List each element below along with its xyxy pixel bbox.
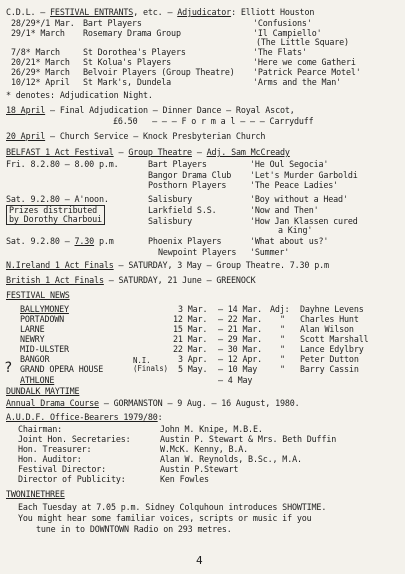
twoninethree-heading: TWONINETHREE bbox=[6, 489, 65, 499]
entrant-play: 'Il Campiello' bbox=[253, 28, 322, 38]
belfast-group: Salisbury bbox=[148, 194, 193, 204]
british-finals-details: – SATURDAY, 21 June – GREENOCK bbox=[103, 275, 256, 285]
officer-role: Hon. Treasurer: bbox=[18, 444, 92, 454]
entrant-group: St Kolua's Players bbox=[83, 57, 172, 67]
belfast-festival-heading bbox=[6, 147, 290, 157]
festival-name: ATHLONE bbox=[20, 375, 55, 385]
festival-marker: " bbox=[280, 324, 285, 334]
entrant-group: St Dorothea's Players bbox=[83, 47, 186, 57]
header-adjudicator-name: : Elliott Houston bbox=[231, 7, 315, 17]
festival-to: – 29 Mar. bbox=[218, 334, 263, 344]
entrant-group: Belvoir Players (Group Theatre) bbox=[83, 67, 235, 77]
festival-name: MID-ULSTER bbox=[20, 344, 69, 354]
festival-to: – 21 Mar. bbox=[218, 324, 263, 334]
officer-name: Alan W. Reynolds, B.Sc., M.A. bbox=[160, 454, 302, 464]
festival-from: 3 Apr. bbox=[178, 354, 208, 364]
festival-marker: " bbox=[280, 354, 285, 364]
entrant-play: 'The Flats' bbox=[253, 47, 307, 57]
festival-adjudicator: Scott Marshall bbox=[300, 334, 369, 344]
festival-marker: " bbox=[280, 334, 285, 344]
belfast-group: Bart Players bbox=[148, 159, 207, 169]
festival-adjudicator: Charles Hunt bbox=[300, 314, 359, 324]
adjudication-note: * denotes: Adjudication Night. bbox=[6, 90, 153, 100]
radio-line: tune in to DOWNTOWN Radio on 293 metres. bbox=[36, 524, 232, 534]
church-service-line bbox=[6, 131, 265, 141]
festival-from: 5 May. bbox=[178, 364, 208, 374]
festival-adjudicator: Dayhne Levens bbox=[300, 304, 364, 314]
festival-adjudicator: Barry Cassin bbox=[300, 364, 359, 374]
belfast-festival-title: BELFAST 1 Act Festival bbox=[6, 147, 114, 157]
officer-role: Hon. Auditor: bbox=[18, 454, 82, 464]
belfast-play: 'Now and Then' bbox=[250, 205, 319, 215]
entrant-play: 'Confusions' bbox=[253, 18, 312, 28]
entrant-play: 'Arms and the Man' bbox=[253, 77, 342, 87]
entrant-group: Rosemary Drama Group bbox=[83, 28, 181, 38]
festival-adjudicator: Alan Wilson bbox=[300, 324, 354, 334]
entrant-play: 'Here we come Gatheri bbox=[253, 57, 356, 67]
ni-finals-title: N.Ireland 1 Act Finals bbox=[6, 260, 114, 270]
final-adjudication-line-2: £6.50 – – – F o r m a l – – – Carryduff bbox=[113, 116, 314, 126]
evening-time: 7.30 bbox=[74, 236, 95, 246]
ni-finals-details: – SATURDAY, 3 May – Group Theatre. 7.30 p.m bbox=[113, 260, 329, 270]
festival-name: BALLYMONEY bbox=[20, 304, 69, 314]
belfast-group: Posthorn Players bbox=[148, 180, 227, 190]
festival-to: – 12 Apr. bbox=[218, 354, 263, 364]
belfast-sep: – bbox=[191, 147, 207, 157]
annual-course-details: – GORMANSTON – 9 Aug. – 16 August, 1980. bbox=[98, 398, 300, 408]
officer-name: Ken Fowles bbox=[160, 474, 209, 484]
belfast-adjudicator: Adj. Sam McCready bbox=[206, 147, 290, 157]
evening-play-2: 'Summer' bbox=[250, 247, 290, 257]
belfast-date: Sat. 9.2.80 – A'noon. bbox=[6, 194, 109, 204]
evening-play: 'What about us?' bbox=[250, 236, 329, 246]
question-mark: ? bbox=[4, 360, 13, 376]
audf-title: A.U.D.F. Office-Bearers 1979/80 bbox=[6, 412, 158, 422]
entrant-date: 7/8* March bbox=[11, 47, 60, 57]
festival-name: PORTADOWN bbox=[20, 314, 65, 324]
ni-finals-line bbox=[6, 260, 329, 270]
entrant-date: 26/29* March bbox=[11, 67, 70, 77]
radio-line: Each Tuesday at 7.05 p.m. Sidney Colquhoun introduces SHOWTIME. bbox=[18, 502, 327, 512]
annual-course-title: Annual Drama Course bbox=[6, 398, 99, 408]
page-number: 4 bbox=[196, 554, 203, 567]
festival-from: 12 Mar. bbox=[173, 314, 208, 324]
belfast-play: a King' bbox=[278, 225, 313, 235]
officer-name: John M. Knipe, M.B.E. bbox=[160, 424, 263, 434]
audf-heading bbox=[6, 412, 163, 422]
entrant-group: Bart Players bbox=[83, 18, 142, 28]
officer-name: W.McK. Kenny, B.A. bbox=[160, 444, 249, 454]
entrant-play: (The Little Square) bbox=[256, 37, 349, 47]
entrant-date: 20/21* March bbox=[11, 57, 70, 67]
festival-news-heading: FESTIVAL NEWS bbox=[6, 290, 70, 300]
final-adjudication-date: 18 April bbox=[6, 105, 46, 115]
british-finals-title: British 1 Act Finals bbox=[6, 275, 104, 285]
festival-marker: " bbox=[280, 344, 285, 354]
festival-from: 21 Mar. bbox=[173, 334, 208, 344]
ni-finals-note: N.I. (Finals) bbox=[133, 356, 168, 373]
evening-session-date bbox=[6, 236, 114, 246]
final-adjudication-line bbox=[6, 105, 295, 115]
belfast-group: Salisbury bbox=[148, 216, 193, 226]
belfast-play: 'He Oul Segocia' bbox=[250, 159, 329, 169]
festival-to: – 22 Mar. bbox=[218, 314, 263, 324]
final-adjudication-text: – Final Adjudication – Dinner Dance – Royal Ascot, bbox=[45, 105, 295, 115]
belfast-play: 'Let's Murder Garboldi bbox=[250, 170, 358, 180]
radio-line: You might hear some familiar voices, scripts or music if you bbox=[18, 513, 312, 523]
evening-date: Sat. 9.2.80 – bbox=[6, 236, 75, 246]
officer-role: Director of Publicity: bbox=[18, 474, 126, 484]
festival-marker: " bbox=[280, 364, 285, 374]
festival-from: 22 Mar. bbox=[173, 344, 208, 354]
entrant-date: 28/29*/1 Mar. bbox=[11, 18, 75, 28]
entrant-date: 10/12* April bbox=[11, 77, 70, 87]
officer-role: Festival Director: bbox=[18, 464, 107, 474]
officer-role: Joint Hon. Secretaries: bbox=[18, 434, 131, 444]
header-cdl: C.D.L. – bbox=[6, 7, 51, 17]
entrant-group: St Mark's, Dundela bbox=[83, 77, 172, 87]
british-finals-line bbox=[6, 275, 256, 285]
festival-to: – 4 May bbox=[218, 375, 253, 385]
entrant-date: 29/1* March bbox=[11, 28, 65, 38]
evening-time-suffix: p.m bbox=[94, 236, 114, 246]
festival-marker: Adj: bbox=[270, 304, 290, 314]
festival-name: DUNDALK MAYTIME bbox=[6, 386, 80, 396]
header-line bbox=[6, 7, 314, 17]
belfast-play: 'The Peace Ladies' bbox=[250, 180, 339, 190]
festival-from: 3 Mar. bbox=[178, 304, 208, 314]
belfast-group: Bangor Drama Club bbox=[148, 170, 232, 180]
belfast-venue: Group Theatre bbox=[128, 147, 192, 157]
header-etc: , etc. – bbox=[133, 7, 178, 17]
festival-name: GRAND OPERA HOUSE bbox=[20, 364, 104, 374]
festival-name: BANGOR bbox=[20, 354, 50, 364]
prizes-box: Prizes distributed by Dorothy Charboui bbox=[6, 205, 105, 225]
entrant-play: 'Patrick Pearce Motel' bbox=[253, 67, 361, 77]
festival-to: – 14 Mar. bbox=[218, 304, 263, 314]
festival-name: NEWRY bbox=[20, 334, 45, 344]
annual-course-line bbox=[6, 398, 300, 408]
belfast-play: 'How Jan Klassen cured bbox=[250, 216, 358, 226]
festival-to: – 10 May bbox=[218, 364, 258, 374]
belfast-play: 'Boy without a Head' bbox=[250, 194, 348, 204]
festival-marker: " bbox=[280, 314, 285, 324]
belfast-date: Fri. 8.2.80 – 8.00 p.m. bbox=[6, 159, 119, 169]
officer-name: Austin P. Stewart & Mrs. Beth Duffin bbox=[160, 434, 337, 444]
evening-group: Phoenix Players bbox=[148, 236, 222, 246]
festival-name: LARNE bbox=[20, 324, 45, 334]
church-service-date: 20 April bbox=[6, 131, 46, 141]
officer-name: Austin P.Stewart bbox=[160, 464, 239, 474]
belfast-group: Larkfield S.S. bbox=[148, 205, 217, 215]
festival-adjudicator: Peter Dutton bbox=[300, 354, 359, 364]
festival-to: – 30 Mar. bbox=[218, 344, 263, 354]
audf-colon: : bbox=[157, 412, 163, 422]
festival-adjudicator: Lance Edylbry bbox=[300, 344, 364, 354]
officer-role: Chairman: bbox=[18, 424, 63, 434]
header-festival-entrants: FESTIVAL ENTRANTS bbox=[50, 7, 134, 17]
header-adjudicator-label: Adjudicator bbox=[177, 7, 232, 17]
belfast-sep: – bbox=[113, 147, 129, 157]
church-service-text: – Church Service – Knock Presbyterian Church bbox=[45, 131, 266, 141]
festival-from: 15 Mar. bbox=[173, 324, 208, 334]
evening-group-2: Newpoint Players bbox=[158, 247, 237, 257]
